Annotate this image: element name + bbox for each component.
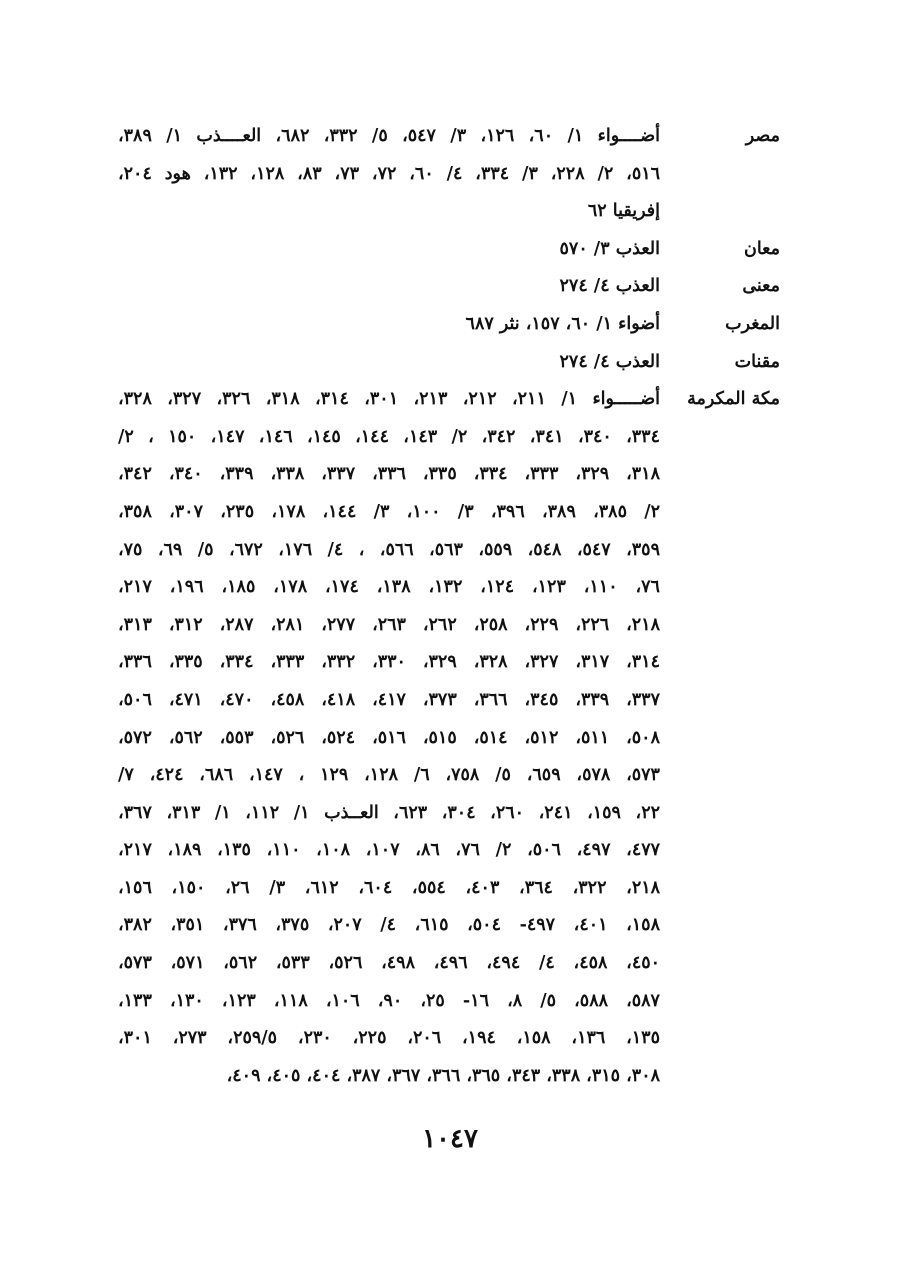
- index-entry: [118, 118, 780, 231]
- reference-line: العذب ٣/ ٥٧٠: [559, 238, 660, 259]
- entry-term: معنى: [742, 276, 780, 297]
- entry-references: [118, 381, 660, 1095]
- reference-line: ٢١٨، ٢٢٦، ٢٢٩، ٢٥٨، ٢٦٢، ٢٦٣، ٢٧٧، ٢٨١، ٢٨٧، ٣١٢، ٣١٣،: [118, 614, 660, 635]
- entry-term: مقنات: [734, 351, 780, 372]
- entry-references: [118, 231, 660, 269]
- reference-line: ٣٠٨، ٣١٥، ٣٣٨، ٣٤٣، ٣٦٥، ٣٦٦، ٣٦٧، ٣٨٧، ٤٠٤، ٤٠٥، ٤٠٩،: [226, 1065, 660, 1086]
- index-entry: [118, 268, 780, 306]
- index-entry: [118, 381, 780, 1095]
- reference-line: ٧٦، ١١٠، ١٢٣، ١٢٤، ١٣٢، ١٣٨، ١٧٤، ١٧٨، ١٨٥، ١٩٦، ٢١٧،: [118, 577, 660, 598]
- reference-line: ٥٠٨، ٥١١، ٥١٢، ٥١٤، ٥١٥، ٥١٦، ٥٢٤، ٥٢٦، ٥٥٣، ٥٦٢، ٥٧٢،: [118, 727, 660, 748]
- reference-line: ٢١٨، ٣٢٢، ٣٦٤، ٤٠٣، ٥٥٤، ٦٠٤، ٦١٢، ٣/ ٢٦، ١٥٠، ١٥٦،: [118, 877, 660, 898]
- reference-line: أضواء ١/ ٦٠، ١٥٧، نثر ٦٨٧: [465, 313, 660, 334]
- index-entry: [118, 344, 780, 382]
- index-entry: [118, 306, 780, 344]
- reference-line: إفريقيا ٦٢: [587, 201, 660, 222]
- place-index-list: [118, 118, 780, 1095]
- reference-line: ٢/ ٣٨٥، ٣٨٩، ٣٩٦، ٣/ ١٠٠، ٣/ ١٤٤، ١٧٨، ٢٣٥، ٣٠٧، ٣٥٨،: [118, 501, 660, 522]
- entry-references: [118, 268, 660, 306]
- reference-line: العذب ٤/ ٢٧٤: [559, 351, 660, 372]
- page-number: ١٠٤٧: [422, 1124, 478, 1154]
- reference-line: أضـــــواء ١/ ٢١١، ٢١٢، ٢١٣، ٣٠١، ٣١٤، ٣١٨، ٣٢٦، ٣٢٧، ٣٢٨،: [118, 389, 660, 410]
- reference-line: ٣١٤، ٣١٧، ٣٢٧، ٣٢٨، ٣٢٩، ٣٣٠، ٣٣٢، ٣٣٣، ٣٣٤، ٣٣٥، ٣٣٦،: [118, 652, 660, 673]
- entry-term: المغرب: [725, 313, 780, 334]
- reference-line: ٤٥٠، ٤٥٨، ٤/ ٤٩٤، ٤٩٦، ٤٩٨، ٥٢٦، ٥٣٣، ٥٦٢، ٥٧١، ٥٧٣،: [118, 953, 660, 974]
- reference-line: ٥٨٧، ٥٨٨، ٥/ ٨، ١٦- ٢٥، ٩٠، ١٠٦، ١١٨، ١٢٣، ١٣٠، ١٣٣،: [118, 990, 660, 1011]
- reference-line: ١٣٥، ١٣٦، ١٥٨، ١٩٤، ٢٠٦، ٢٢٥، ٢٣٠، ٢٥٩/٥، ٢٧٣، ٣٠١،: [118, 1028, 660, 1049]
- reference-line: ٣٣٤، ٣٤٠، ٣٤١، ٣٤٢، ٢/ ١٤٣، ١٤٤، ١٤٥، ١٤٦، ١٤٧، ١٥٠ ، ٢/: [118, 426, 660, 447]
- entry-references: [118, 306, 660, 344]
- reference-line: ٣١٨، ٣٢٩، ٣٣٣، ٣٣٤، ٣٣٥، ٣٣٦، ٣٣٧، ٣٣٨، ٣٣٩، ٣٤٠، ٣٤٢،: [118, 464, 660, 485]
- reference-line: ٣٥٩، ٥٤٧، ٥٤٨، ٥٥٩، ٥٦٣، ٥٦٦، ، ٤/ ١٧٦، ٦٧٢، ٥/ ٦٩، ٧٥،: [118, 539, 660, 560]
- reference-line: ٢٢، ١٥٩، ٢٤١، ٢٦٠، ٣٠٤، ٦٢٣، العــذب ١/ ١١٢، ١/ ٣١٣، ٣٦٧،: [118, 802, 660, 823]
- reference-line: ٣٣٧، ٣٣٩، ٣٤٥، ٣٦٦، ٣٧٣، ٤١٧، ٤١٨، ٤٥٨، ٤٧٠، ٤٧١، ٥٠٦،: [118, 689, 660, 710]
- reference-line: العذب ٤/ ٢٧٤: [559, 276, 660, 297]
- reference-line: أضــــواء ١/ ٦٠، ١٢٦، ٣/ ٥٤٧، ٥/ ٣٣٢، ٦٨٢، العــــذب ١/ ٣٨٩،: [118, 126, 660, 146]
- entry-references: [118, 344, 660, 382]
- reference-line: ٤٧٧، ٤٩٧، ٥٠٦، ٢/ ٧٦، ٨٦، ١٠٧، ١٠٨، ١١٠، ١٣٥، ١٨٩، ٢١٧،: [118, 840, 660, 861]
- entry-references: [118, 118, 660, 231]
- entry-term: معان: [744, 238, 780, 259]
- reference-line: ٥١٦، ٢/ ٢٢٨، ٣/ ٣٣٤، ٤/ ٦٠، ٧٢، ٧٣، ٨٣، ١٢٨، ١٣٢، هود ٢٠٤،: [118, 163, 660, 184]
- entry-term: مصر: [745, 126, 780, 146]
- entry-term: مكة المكرمة: [687, 389, 780, 410]
- reference-line: ١٥٨، ٤٠١، ٤٩٧- ٥٠٤، ٦١٥، ٤/ ٢٠٧، ٣٧٥، ٣٧٦، ٣٥١، ٣٨٢،: [118, 915, 660, 936]
- reference-line: ٥٧٣، ٥٧٨، ٦٥٩، ٥/ ٧٥٨، ٦/ ١٢٨، ١٢٩ ، ١٤٧، ٦٨٦، ٤٢٤، ٧/: [118, 765, 660, 786]
- index-entry: [118, 231, 780, 269]
